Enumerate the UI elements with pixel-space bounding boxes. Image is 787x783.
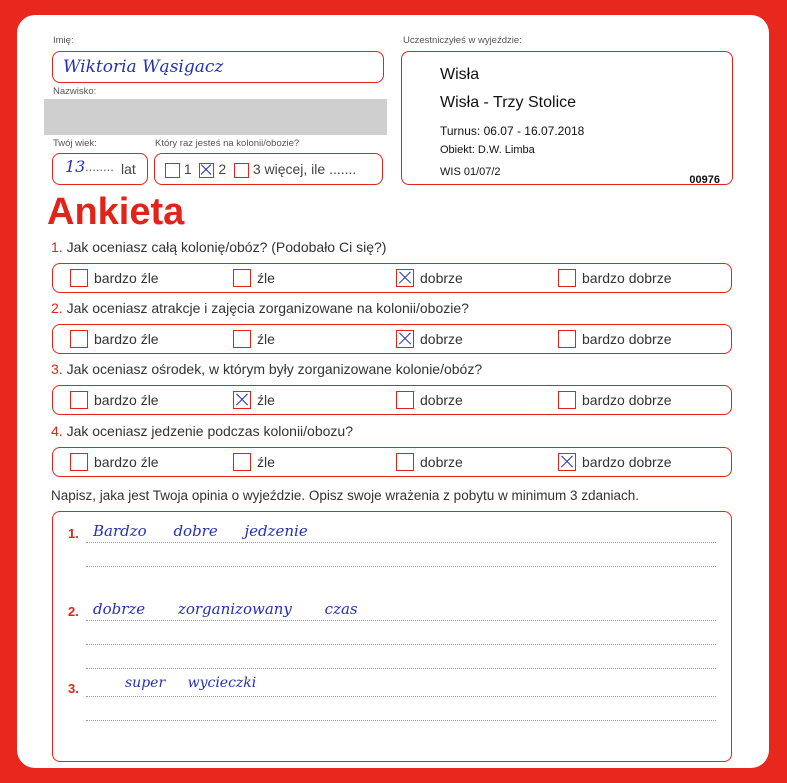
- q1-opt2-checkbox[interactable]: [233, 269, 251, 287]
- question-3: 3. Jak oceniasz ośrodek, w którym były zorganizowane kolonie/obóz?: [51, 361, 483, 377]
- opinion-2-text: dobrze zorganizowany czas: [93, 600, 358, 618]
- age-field[interactable]: [52, 153, 148, 185]
- q3-opt1-checkbox[interactable]: [70, 391, 88, 409]
- q4-opt1-checkbox[interactable]: [70, 453, 88, 471]
- q2-opt2-checkbox[interactable]: [233, 330, 251, 348]
- count-1-label: 1: [183, 161, 192, 177]
- obiekt-label: Obiekt:: [440, 144, 475, 156]
- trip-info-box: [401, 51, 733, 185]
- opinion-3-num: 3.: [68, 681, 79, 696]
- q3-opt4-checkbox[interactable]: [558, 391, 576, 409]
- which-time-field: [154, 153, 383, 185]
- question-4-options: bardzo źle źle dobrze bardzo dobrze: [52, 447, 732, 477]
- age-value: 13: [65, 157, 86, 176]
- obiekt-value: D.W. Limba: [477, 144, 535, 156]
- q2-opt1-checkbox[interactable]: [70, 330, 88, 348]
- q4-opt4-checkbox[interactable]: [558, 453, 576, 471]
- page-title: Ankieta: [47, 191, 185, 233]
- age-label: Twój wiek:: [53, 138, 97, 149]
- last-name-redacted: [44, 99, 387, 135]
- form-number: 00976: [689, 174, 720, 186]
- q2-opt3-checkbox[interactable]: [396, 330, 414, 348]
- q3-opt3-checkbox[interactable]: [396, 391, 414, 409]
- count-1-checkbox[interactable]: [165, 163, 180, 178]
- opinion-1-num: 1.: [68, 526, 79, 541]
- question-2-options: bardzo źle źle dobrze bardzo dobrze: [52, 324, 732, 354]
- question-3-options: bardzo źle źle dobrze bardzo dobrze: [52, 385, 732, 415]
- question-2: 2. Jak oceniasz atrakcje i zajęcia zorganizowane na kolonii/obozie?: [51, 300, 469, 316]
- trip-line2: Wisła - Trzy Stolice: [440, 94, 577, 111]
- trip-line1: Wisła: [440, 66, 480, 83]
- q4-opt3-checkbox[interactable]: [396, 453, 414, 471]
- last-name-label: Nazwisko:: [53, 86, 97, 97]
- count-2-checkbox[interactable]: [199, 163, 214, 178]
- first-name-value: Wiktoria Wąsigacz: [63, 57, 224, 77]
- age-unit: lat: [121, 161, 136, 177]
- question-1: 1. Jak oceniasz całą kolonię/obóz? (Podobało Ci się?): [51, 239, 387, 255]
- opinion-3-text: super wycieczki: [125, 675, 257, 691]
- count-3-checkbox[interactable]: [234, 163, 249, 178]
- survey-sheet: [17, 15, 769, 768]
- turnus-value: 06.07 - 16.07.2018: [483, 124, 585, 138]
- count-2-label: 2: [218, 161, 227, 177]
- q4-opt2-checkbox[interactable]: [233, 453, 251, 471]
- q3-opt2-checkbox[interactable]: [233, 391, 251, 409]
- question-4: 4. Jak oceniasz jedzenie podczas kolonii/obozu?: [51, 423, 353, 439]
- first-name-field[interactable]: [52, 51, 384, 83]
- count-3-label: 3 więcej, ile .......: [252, 161, 357, 177]
- first-name-label: Imię:: [53, 35, 74, 46]
- question-1-options: bardzo źle źle dobrze bardzo dobrze: [52, 263, 732, 293]
- opinion-2-num: 2.: [68, 604, 79, 619]
- opinion-box[interactable]: [52, 511, 732, 762]
- q1-opt3-checkbox[interactable]: [396, 269, 414, 287]
- age-dots: ........: [85, 159, 114, 174]
- q2-opt4-checkbox[interactable]: [558, 330, 576, 348]
- turnus-label: Turnus:: [440, 124, 481, 138]
- trip-code: WIS 01/07/2: [440, 166, 501, 178]
- participated-label: Uczestniczyłeś w wyjeździe:: [403, 35, 522, 46]
- which-time-label: Który raz jesteś na kolonii/obozie?: [155, 138, 300, 149]
- q1-opt1-checkbox[interactable]: [70, 269, 88, 287]
- q1-opt4-checkbox[interactable]: [558, 269, 576, 287]
- opinion-prompt: Napisz, jaka jest Twoja opinia o wyjeździe. Opisz swoje wrażenia z pobytu w minimum 3 zdaniach.: [51, 488, 640, 503]
- opinion-1-text: Bardzo dobre jedzenie: [93, 522, 308, 540]
